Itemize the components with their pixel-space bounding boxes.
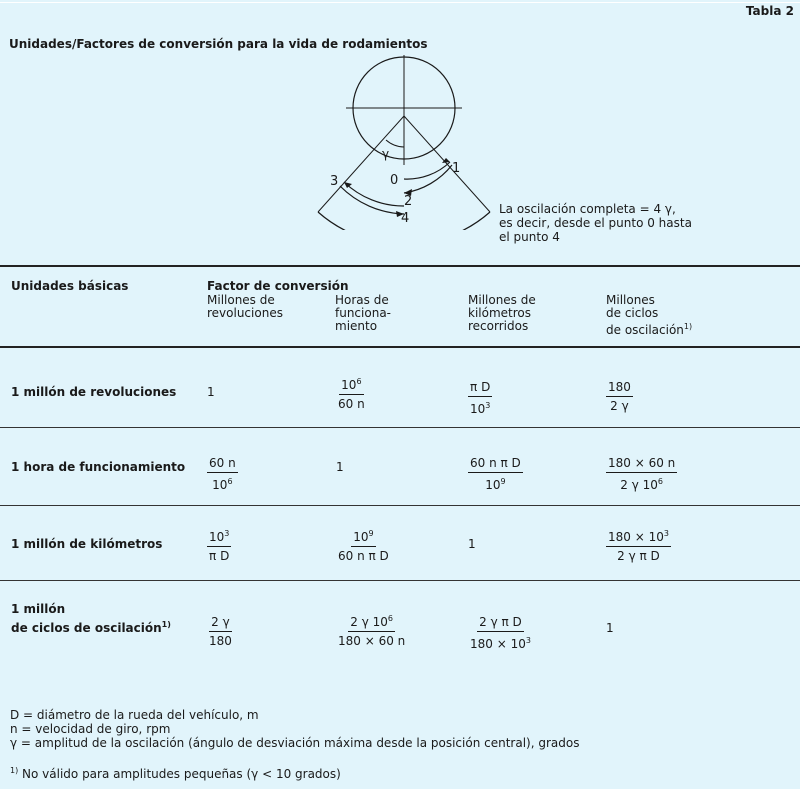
- column-header-kilometers: Millones de kilómetros recorridos: [468, 293, 536, 333]
- gamma-label: γ: [382, 147, 390, 161]
- row-divider: [0, 580, 800, 581]
- footnote: $^{1)}$ No válido para amplitudes pequeñas (γ < 10 grados): [10, 766, 341, 781]
- diagram-note-line: es decir, desde el punto 0 hasta: [499, 216, 692, 230]
- cell-value: 1: [606, 621, 614, 635]
- fraction: $\frac{10^9}{\text{60 n π D}}$: [338, 529, 389, 563]
- fraction: $\frac{\text{π D}}{10^3}$: [470, 380, 491, 416]
- legend-item: D = diámetro de la rueda del vehículo, m: [10, 708, 259, 722]
- fraction: $\frac{\text{60 n π D}}{10^9}$: [470, 456, 521, 492]
- legend: [10, 708, 579, 750]
- swing-arc-1: [404, 162, 450, 179]
- fraction: $\frac{2 \gamma}{180}$: [209, 615, 232, 648]
- top-rule: [0, 2, 800, 3]
- diagram-note-line: La oscilación completa = 4 γ,: [499, 202, 676, 216]
- legend-item: γ = amplitud de la oscilación (ángulo de desviación máxima desde la posición central), grados: [10, 736, 580, 750]
- table-top-rule: [0, 265, 800, 267]
- row-divider: [0, 505, 800, 506]
- page-title: Unidades/Factores de conversión para la vida de rodamientos: [9, 37, 428, 51]
- row-label-revolutions: 1 millón de revoluciones: [11, 385, 177, 399]
- cell-value: 1: [336, 460, 344, 474]
- diagram-note: [499, 202, 692, 244]
- row-divider: [0, 427, 800, 428]
- diagram-note-line: el punto 4: [499, 230, 560, 244]
- row-label-kilometers: 1 millón de kilómetros: [11, 537, 163, 551]
- column-header-oscillation-cycles: Millones de ciclos de oscilación$^{1)}$: [606, 293, 693, 337]
- radius-line-left: [318, 116, 404, 212]
- fraction: $\frac{60 n}{10^6}$: [209, 456, 236, 492]
- point-2-label: 2: [404, 194, 413, 209]
- row-label-hours: 1 hora de funcionamiento: [11, 460, 186, 474]
- header-bottom-rule: [0, 346, 800, 348]
- point-4-label: 4: [401, 211, 410, 226]
- fraction: $\frac{180}{2 \gamma}$: [608, 380, 631, 413]
- table-label: Tabla 2: [745, 4, 794, 18]
- fraction: $\frac{10^3}{\text{π D}}$: [209, 529, 230, 563]
- oscillation-diagram: [300, 55, 500, 230]
- arrow-3: [344, 182, 352, 188]
- point-3-label: 3: [330, 174, 339, 189]
- cell-value: 1: [207, 385, 215, 399]
- fraction: $\frac{2 \gamma 10^6}{180 \times 60 n}$: [338, 614, 406, 648]
- cell-value: 1: [468, 537, 476, 551]
- point-1-label: 1: [452, 161, 461, 176]
- row-label-oscillation-cycles: 1 millón de ciclos de oscilación$^{1)}$: [11, 602, 171, 635]
- gamma-arc: [386, 140, 404, 147]
- header-conversion-factor: Factor de conversión: [207, 279, 349, 293]
- point-0-label: 0: [390, 173, 399, 188]
- column-header-revolutions: Millones de revoluciones: [207, 293, 283, 320]
- fraction: $\frac{180 \times 10^3}{\text{2 γ π D}}$: [608, 529, 669, 563]
- legend-item: n = velocidad de giro, rpm: [10, 722, 171, 736]
- fraction: $\frac{\text{2 γ π D}}{180 \times 10^3}$: [470, 615, 531, 651]
- header-basic-units: Unidades básicas: [11, 279, 129, 293]
- column-header-hours: Horas de funciona- miento: [335, 293, 391, 333]
- fraction: $\frac{10^6}{60 n}$: [338, 377, 365, 411]
- fraction: $\frac{180 \times 60 n}{2 \gamma 10^6}$: [608, 456, 676, 492]
